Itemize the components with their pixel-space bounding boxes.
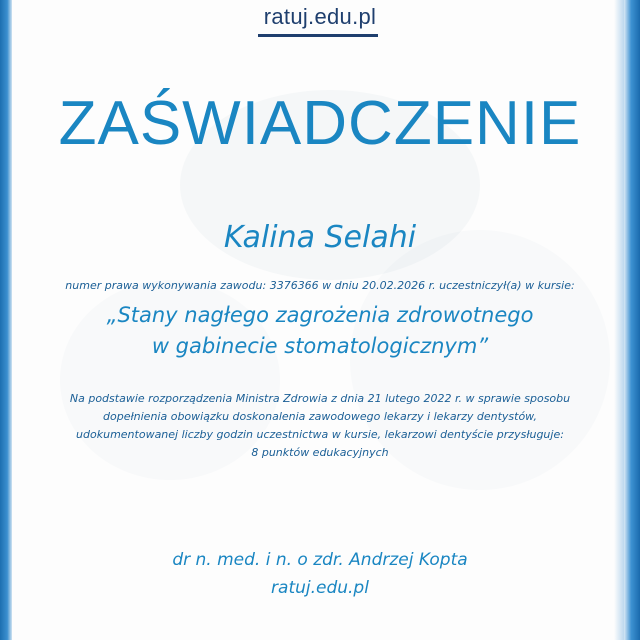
- course-title: [0, 300, 640, 362]
- logo-underline: [258, 34, 378, 37]
- recipient-name: Kalina Selahi: [223, 220, 417, 255]
- course-title-line: „Stany nagłego zagrożenia zdrowotnego: [106, 303, 534, 327]
- logo-text: ratuj.edu.pl: [263, 4, 377, 29]
- certificate-title: ZAŚWIADCZENIE: [58, 89, 582, 158]
- legal-basis-line: dopełnienia obowiązku doskonalenia zawodowego lekarzy i lekarzy dentystów,: [103, 410, 537, 423]
- signer-name: dr n. med. i n. o zdr. Andrzej Kopta: [172, 550, 468, 570]
- legal-basis-line: udokumentowanej liczby godzin uczestnictwa w kursie, lekarzowi dentyście przysługuje:: [76, 428, 564, 441]
- legal-basis-line: Na podstawie rozporządzenia Ministra Zdrowia z dnia 21 lutego 2022 r. w sprawie sposobu: [69, 392, 571, 405]
- license-line: numer prawa wykonywania zawodu: 3376366 w dniu 20.02.2026 r. uczestniczył(a) w kursie:: [65, 279, 575, 292]
- legal-basis-line: 8 punktów edukacyjnych: [251, 446, 389, 459]
- course-title-line: w gabinecie stomatologicznym”: [151, 334, 489, 358]
- footer-site: ratuj.edu.pl: [271, 578, 369, 598]
- legal-basis-text: [0, 390, 640, 462]
